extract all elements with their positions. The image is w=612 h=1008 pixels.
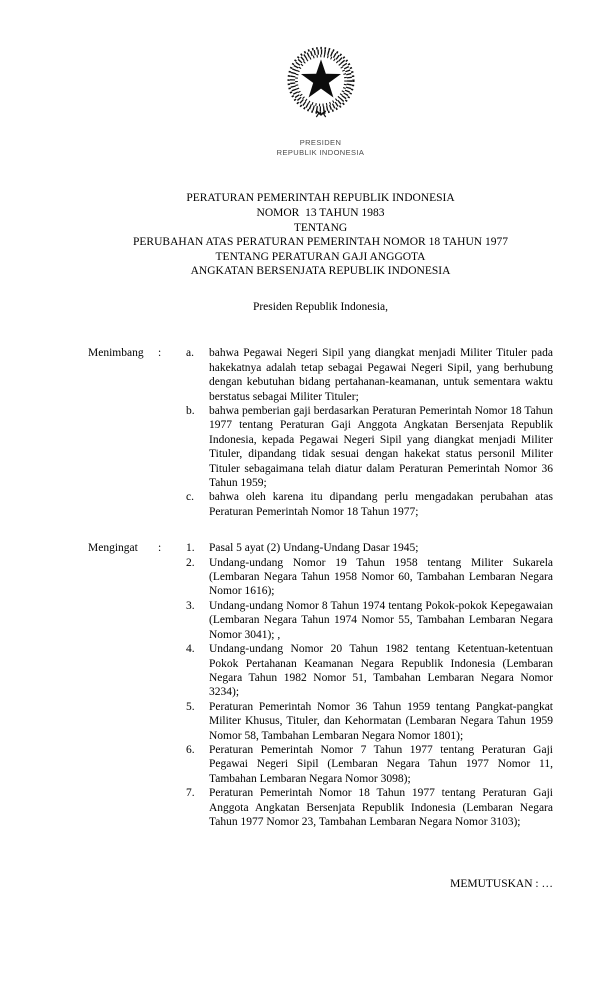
item-marker: 3. [186, 599, 195, 612]
item-marker: 2. [186, 556, 195, 569]
item-text: Pasal 5 ayat (2) Undang-Undang Dasar 1945; [209, 542, 419, 555]
item-text: Undang-undang Nomor 19 Tahun 1958 tentang Militer Sukarela (Lembaran Negara Tahun 1958 Nomor 60, Tambahan Lembaran Negara Nomor 1616); [209, 556, 553, 598]
section-mengingat [88, 541, 553, 829]
item-marker: b. [186, 405, 195, 417]
item-text: Undang-undang Nomor 20 Tahun 1982 tentang Ketentuan-ketentuan Pokok Pertahanan Keamanan Negara Republik Indonesia (Lembaran Negara Tahun 1982 Nomor 51, Tambahan Lembaran Negara Nomor 3234); [209, 643, 553, 699]
item-text: bahwa Pegawai Negeri Sipil yang diangkat menjadi Militer Tituler pada hakekatnya adalah tetap sebagai Pegawai Negeri Sipil, yang berhubung dengan kebutuhan bidang pertahanan-keamanan, untuk sementara waktu berstatus sebagai Militer Tituler; [209, 347, 553, 403]
title-line-3: TENTANG [293, 221, 348, 234]
list-item [186, 541, 553, 555]
item-text: Peraturan Pemerintah Nomor 18 Tahun 1977 tentang Peraturan Gaji Anggota Angkatan Bersenjata Republik Indonesia (Lembaran Negara Tahun 1977 Nomor 23, Tambahan Lembaran Negara Nomor 3103); [209, 787, 553, 828]
mengingat-items [186, 541, 553, 829]
list-item [186, 556, 553, 599]
regulation-title [88, 191, 553, 279]
list-item [186, 786, 553, 829]
item-text: Peraturan Pemerintah Nomor 7 Tahun 1977 tentang Peraturan Gaji Pegawai Negeri Sipil (Lembaran Negara Tahun 1977 Nomor 11, Tambahan Lembaran Negara Nomor 3098); [209, 743, 553, 785]
section-menimbang [88, 346, 553, 519]
section-label-menimbang: Menimbang [88, 347, 144, 360]
list-item [186, 642, 553, 700]
title-line-6: ANGKATAN BERSENJATA REPUBLIK INDONESIA [190, 265, 451, 278]
section-colon: : [158, 347, 162, 360]
list-item [186, 700, 553, 743]
title-line-2: NOMOR 13 TAHUN 1983 [256, 207, 385, 219]
salutation: Presiden Republik Indonesia, [252, 300, 389, 313]
list-item [186, 404, 553, 490]
memutuskan-line: MEMUTUSKAN : … [450, 878, 553, 891]
list-item [186, 346, 553, 404]
list-item [186, 599, 553, 642]
item-marker: 4. [186, 643, 195, 656]
section-label-mengingat: Mengingat [88, 542, 138, 555]
item-marker: 6. [186, 743, 195, 756]
item-text: bahwa oleh karena itu dipandang perlu mengadakan perubahan atas Peraturan Pemerintah Nomor 18 Tahun 1977; [209, 491, 553, 518]
agency-line-presiden: PRESIDEN [299, 138, 342, 148]
item-marker: c. [186, 491, 194, 504]
title-line-1: PERATURAN PEMERINTAH REPUBLIK INDONESIA [186, 192, 455, 205]
item-marker: 5. [186, 700, 195, 713]
section-colon: : [158, 542, 162, 555]
title-line-4: PERUBAHAN ATAS PERATURAN PEMERINTAH NOMOR 18 TAHUN 1977 [133, 236, 508, 249]
item-marker: 7. [186, 787, 195, 800]
title-line-5: TENTANG PERATURAN GAJI ANGGOTA [215, 250, 426, 263]
list-item [186, 490, 553, 519]
item-text: Undang-undang Nomor 8 Tahun 1974 tentang Pokok-pokok Kepegawaian (Lembaran Negara Tahun 1974 Nomor 55, Tambahan Lembaran Negara Nomor 3041); , [209, 599, 553, 641]
agency-line-republik-indonesia: REPUBLIK INDONESIA [276, 148, 365, 158]
item-text: Peraturan Pemerintah Nomor 36 Tahun 1959 tentang Pangkat-pangkat Militer Khusus, Tituler, dan Kehormatan (Lembaran Negara Tahun 1959 Nomor 58, Tambahan Lembaran Negara Nomor 1801); [209, 700, 553, 742]
menimbang-items [186, 346, 553, 519]
item-marker: 1. [186, 542, 195, 555]
item-text: bahwa pemberian gaji berdasarkan Peraturan Pemerintah Nomor 18 Tahun 1977 tentang Peraturan Gaji Anggota Angkatan Bersenjata Republik Indonesia, kepada Pegawai Negeri Sipil yang diangkat menjadi Militer Tituler, dipandang tidak sesuai dengan hakekat status personil Militer Tituler sebagaimana telah diatur dalam Peraturan Pemerintah Nomor 36 Tahun 1959; [209, 405, 553, 490]
presidential-star-wreath-seal-icon [282, 42, 360, 126]
list-item [186, 743, 553, 786]
item-marker: a. [186, 347, 194, 360]
document-header [88, 0, 553, 158]
